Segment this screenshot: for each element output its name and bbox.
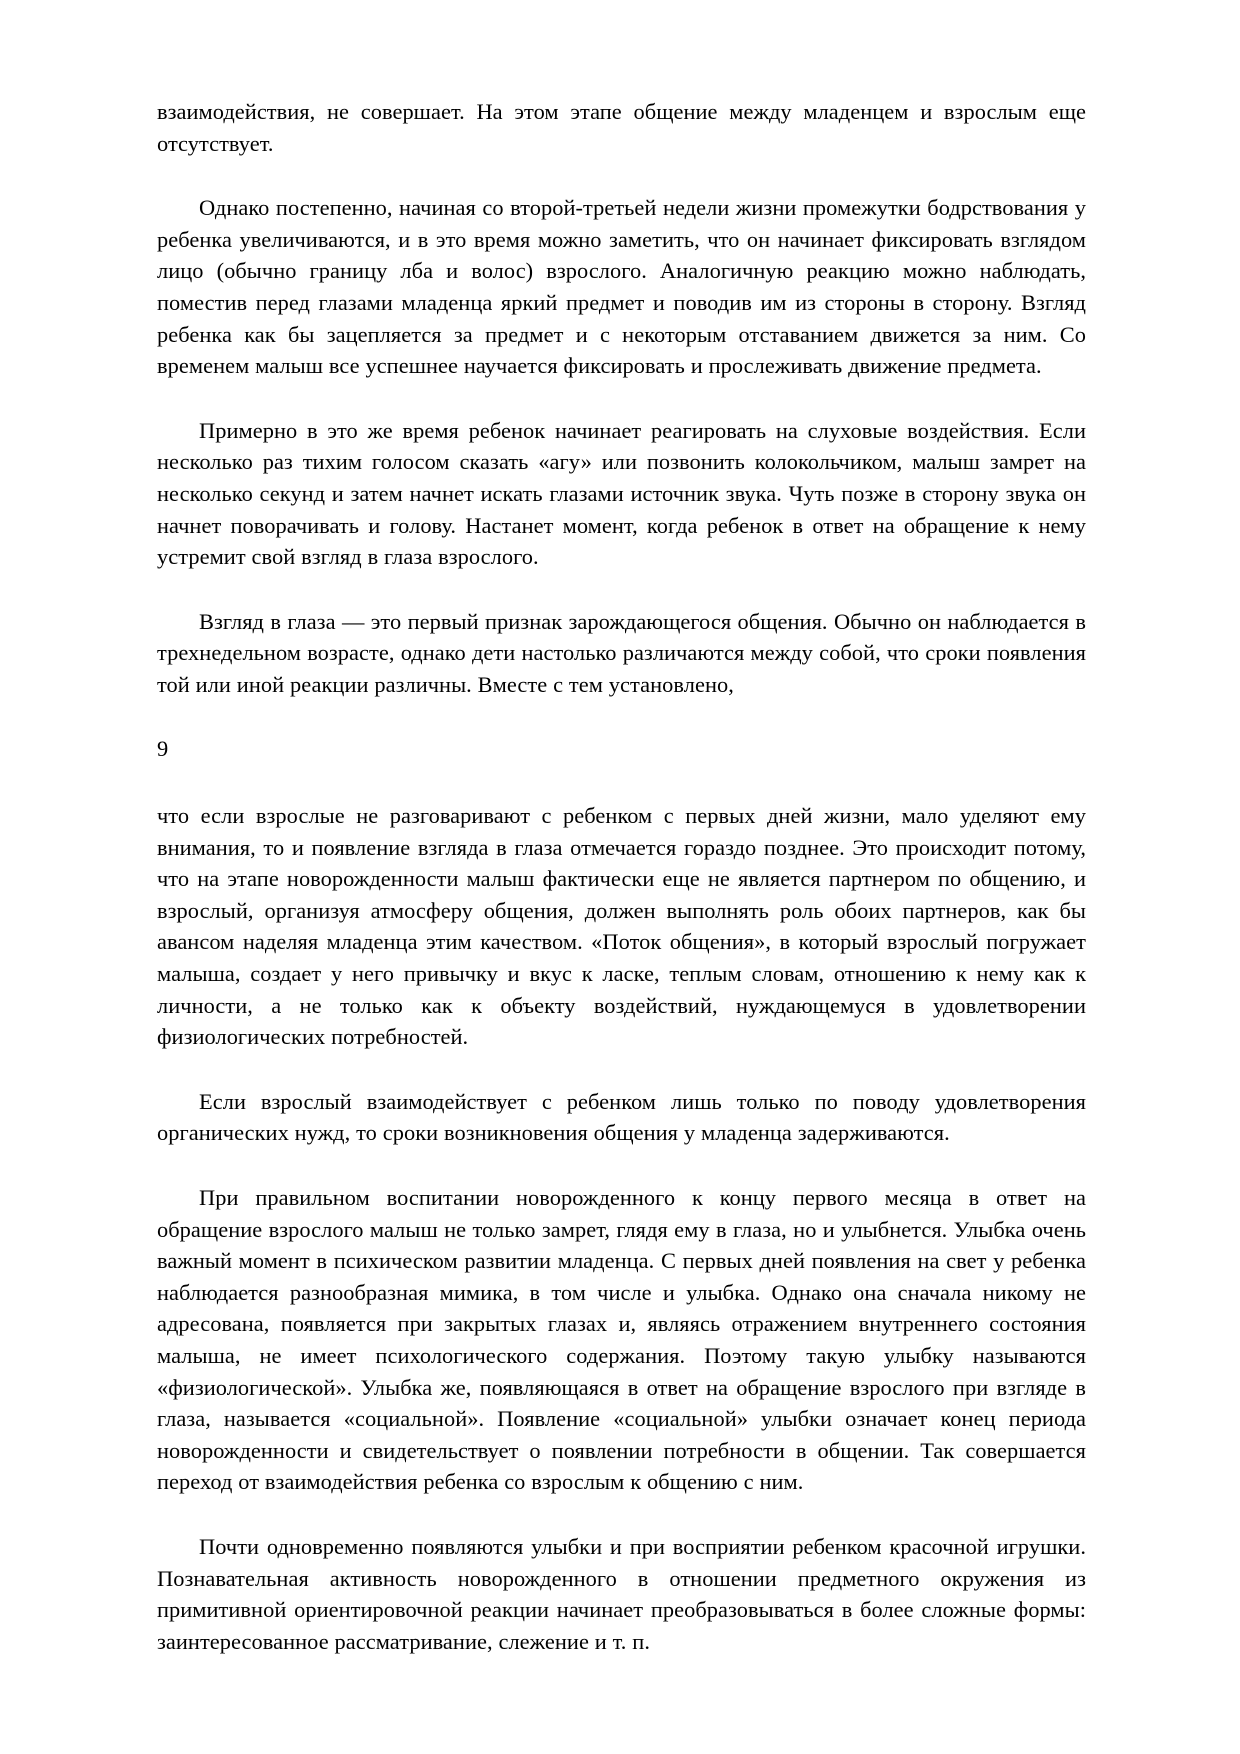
paragraph-chto-esli-vzroslye: что если взрослые не разговаривают с ребенком с первых дней жизни, мало уделяют ему внимания, то и появление взгляда в глаза отмечается гораздо позднее. Это происходит потому, что на этапе новорожденности малыш фактически еще не является партнером по общению, и взрослый, организуя атмосферу общения, должен выполнять роль обоих партнеров, как бы авансом наделяя младенца этим качеством. «Поток общения», в который взрослый погружает малыша, создает у него привычку и вкус к ласке, теплым словам, отношению к нему как к личности, а не только как к объекту воздействий, нуждающемуся в удовлетворении физиологических потребностей.	[157, 803, 1086, 1050]
text-column	[157, 96, 1086, 1657]
paragraph-spacer	[157, 382, 1086, 415]
paragraph-pri-pravilnom-vospitanii: При правильном воспитании новорожденного к концу первого месяца в ответ на обращение взрослого малыш не только замрет, глядя ему в глаза, но и улыбнется. Улыбка очень важный момент в психическом развитии младенца. С первых дней появления на свет у ребенка наблюдается разнообразная мимика, в том числе и улыбка. Однако она сначала никому не адресована, появляется при закрытых глазах и, являясь отражением внутреннего состояния малыша, не имеет психологического содержания. Поэтому такую улыбку называются «физиологической». Улыбка же, появляющаяся в ответ на обращение взрослого при взгляде в глаза, называется «социальной». Появление «социальной» улыбки означает конец периода новорожденности и свидетельствует о появлении потребности в общении. Так совершается переход от взаимодействия ребенка со взрослым к общению с ним.	[157, 1185, 1086, 1495]
paragraph-spacer	[157, 1053, 1086, 1086]
paragraph-esli-vzroslyy-vzaimodeystvuet: Если взрослый взаимодействует с ребенком лишь только по поводу удовлетворения органических нужд, то сроки возникновения общения у младенца задерживаются.	[157, 1088, 1086, 1146]
page-number-spacer-top	[157, 701, 1086, 733]
paragraph-odnako-postepenno: Однако постепенно, начиная со второй-третьей недели жизни промежутки бодрствования у ребенка увеличиваются, и в это время можно заметить, что он начинает фиксировать взглядом лицо (обычно границу лба и волос) взрослого. Аналогичную реакцию можно наблюдать, поместив перед глазами младенца яркий предмет и поводив им из стороны в сторону. Взгляд ребенка как бы зацепляется за предмет и с некоторым отставанием движется за ним. Со временем малыш все успешнее научается фиксировать и прослеживать движение предмета.	[157, 195, 1086, 379]
paragraph-continuation-top: взаимодействия, не совершает. На этом этапе общение между младенцем и взрослым еще отсутствует.	[157, 99, 1086, 156]
paragraph-spacer	[157, 573, 1086, 606]
paragraph-vzglyad-v-glaza: Взгляд в глаза — это первый признак зарождающегося общения. Обычно он наблюдается в трехнедельном возрасте, однако дети настолько различаются между собой, что сроки появления той или иной реакции различны. Вместе с тем установлено,	[157, 608, 1086, 697]
paragraph-primerno-v-eto-zhe-vremya: Примерно в это же время ребенок начинает реагировать на слуховые воздействия. Если несколько раз тихим голосом сказать «агу» или позвонить колокольчиком, малыш замрет на несколько секунд и затем начнет искать глазами источник звука. Чуть позже в сторону звука он начнет поворачивать и голову. Настанет момент, когда ребенок в ответ на обращение к нему устремит свой взгляд в глаза взрослого.	[157, 417, 1086, 570]
paragraph-spacer	[157, 1498, 1086, 1531]
paragraph-pochti-odnovremenno: Почти одновременно появляются улыбки и при восприятии ребенком красочной игрушки. Познавательная активность новорожденного в отношении предметного окружения из примитивной ориентировочной реакции начинает преобразовываться в более сложные формы: заинтересованное рассматривание, слежение и т. п.	[157, 1533, 1086, 1654]
paragraph-spacer	[157, 1149, 1086, 1182]
page-number-spacer-bottom	[157, 764, 1086, 800]
paragraph-spacer	[157, 159, 1086, 192]
page-number: 9	[157, 735, 169, 761]
